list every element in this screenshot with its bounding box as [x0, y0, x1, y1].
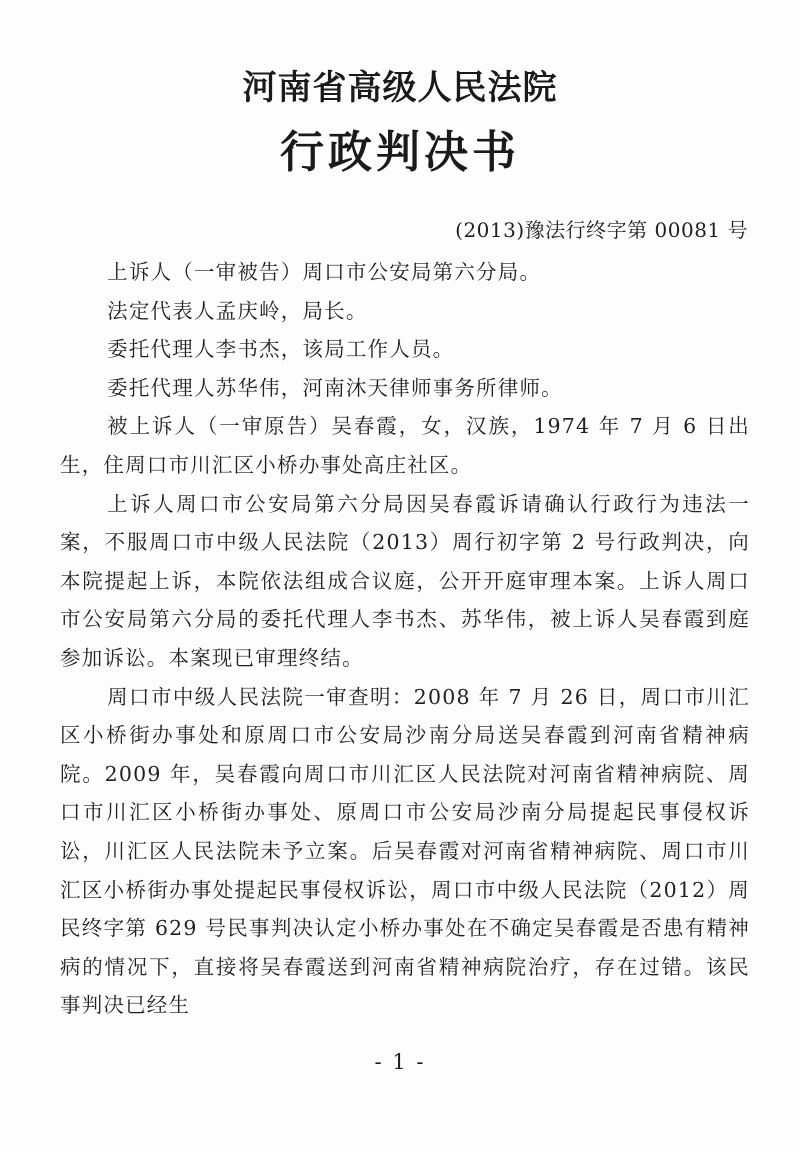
document-type-title: 行政判决书: [280, 127, 520, 178]
paragraph-appellant: 上诉人（一审被告）周口市公安局第六分局。: [107, 260, 542, 284]
case-number: (2013)豫法行终字第 00081 号: [455, 218, 748, 242]
paragraph-agent-2: 委托代理人苏华伟，河南沐天律师事务所律师。: [107, 375, 563, 400]
paragraph-case-summary: 上诉人周口市公安局第六分局因吴春霞诉请确认行政行为违法一案，不服周口市中级人民法院（2013）周行初字第 2 号行政判决，向本院提起上诉，本院依法组成合议庭，公开开庭审理本案。上诉人周口市公安局第六分局的委托代理人李书杰、苏华伟，被上诉人吴春霞到庭参加诉讼。本案现已审理终结。: [60, 491, 750, 670]
paragraph-appellee: 被上诉人（一审原告）吴春霞，女，汉族，1974 年 7 月 6 日出生，住周口市川汇区小桥办事处高庄社区。: [60, 414, 750, 477]
page-number: - 1 -: [374, 1050, 426, 1074]
paragraph-first-instance-findings: 周口市中级人民法院一审查明：2008 年 7 月 26 日，周口市川汇区小桥街办事处和原周口市公安局沙南分局送吴春霞到河南省精神病院。2009 年，吴春霞向周口市川汇区人民法院对河南省精神病院、周口市川汇区小桥街办事处、原周口市公安局沙南分局提起民事侵权诉讼，川汇区人民法院未予立案。后吴春霞对河南省精神病院、周口市川汇区小桥街办事处提起民事侵权诉讼，周口市中级人民法院（2012）周民终字第 629 号民事判决认定小桥办事处在不确定吴春霞是否患有精神病的情况下，直接将吴春霞送到河南省精神病院治疗，存在过错。该民事判决已经生: [60, 684, 750, 1018]
court-name: 河南省高级人民法院: [242, 68, 558, 108]
judgment-body: [60, 253, 750, 1025]
paragraph-agent-1: 委托代理人李书杰，该局工作人员。: [107, 337, 455, 362]
paragraph-legal-representative: 法定代表人孟庆岭，局长。: [107, 298, 368, 323]
